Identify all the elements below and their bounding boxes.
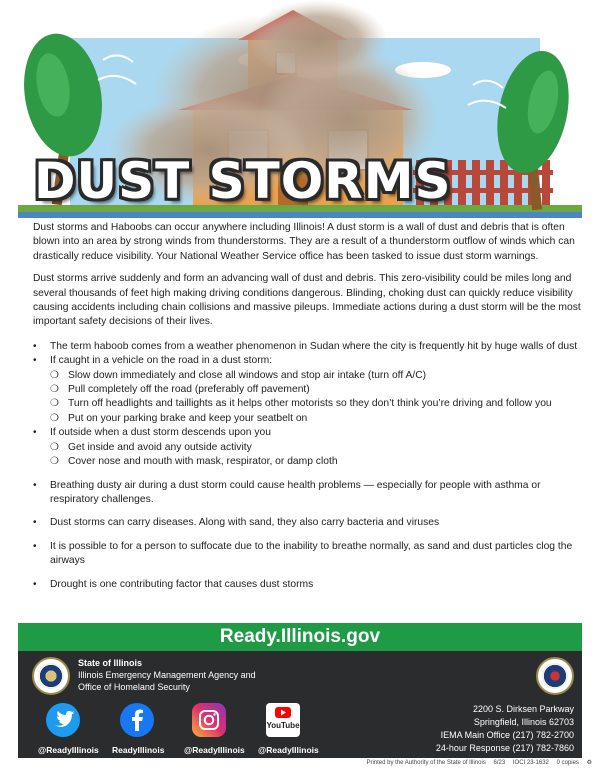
instagram-icon[interactable] xyxy=(192,703,226,737)
page-title: DUST STORMS xyxy=(34,152,452,210)
instagram-link[interactable] xyxy=(184,703,245,755)
dust-cloud xyxy=(248,0,388,80)
sub-list-item: ❍ Slow down immediately and close all windows and stop air intake (turn off A/C) xyxy=(50,369,586,383)
agency-block xyxy=(78,657,256,693)
sub-list xyxy=(50,369,586,427)
website-link[interactable]: Ready.Illinois.gov xyxy=(219,626,381,647)
intro-paragraph: Dust storms arrive suddenly and form an advancing wall of dust and debris. This zero-visibility could be miles long and several thousands of feet high making driving conditions dangerous. Blinding, choking dust can quickly reduce visibility causing accidents including chain collisions and massive pileups. Immediate actions during a dust storm will be the most important safety decisions of their lives. xyxy=(33,273,581,328)
youtube-wordmark: YouTube xyxy=(266,721,300,730)
list-item-text: Drought is one contributing factor that causes dust storms xyxy=(50,578,314,590)
address-street: 2200 S. Dirksen Parkway xyxy=(472,704,574,714)
twitter-handle[interactable]: @ReadyIllinois xyxy=(38,745,99,755)
list-item-text: It is possible to for a person to suffocate due to the inability to breathe normally, as sand and dust particles clog the airways xyxy=(50,540,573,567)
ground-strip xyxy=(18,212,582,218)
bullet-icon: • xyxy=(33,340,37,352)
list-item xyxy=(33,426,586,469)
website-banner[interactable] xyxy=(18,623,582,651)
bullet-icon: • xyxy=(33,540,37,552)
recycle-icon: ♻ xyxy=(586,760,592,766)
sub-list-item: ❍ Put on your parking brake and keep your seatbelt on xyxy=(50,412,586,426)
sub-list-item: ❍ Cover nose and mouth with mask, respirator, or damp cloth xyxy=(50,455,586,469)
list-item-text: If caught in a vehicle on the road in a dust storm: xyxy=(50,355,273,367)
safety-bullet-list xyxy=(33,340,586,592)
circle-bullet-icon: ❍ xyxy=(50,398,59,410)
facebook-icon[interactable] xyxy=(120,703,154,737)
print-authority: Printed by the Authority of the State of Illinois xyxy=(366,760,486,766)
list-item-text: If outside when a dust storm descends upon you xyxy=(50,427,271,439)
circle-bullet-icon: ❍ xyxy=(50,384,59,396)
response-phone: 24-hour Response (217) 782-7860 xyxy=(435,743,574,753)
list-item-text: Breathing dusty air during a dust storm could cause health problems — especially for people with asthma or respiratory challenges. xyxy=(50,479,541,505)
bullet-icon: • xyxy=(33,517,37,529)
list-item xyxy=(33,540,586,569)
youtube-icon[interactable] xyxy=(266,703,300,737)
bullet-icon: • xyxy=(33,427,37,439)
sub-list xyxy=(50,441,586,470)
bullet-icon: • xyxy=(33,355,37,367)
facebook-link[interactable] xyxy=(112,703,165,755)
iema-seal-icon xyxy=(536,657,574,695)
circle-bullet-icon: ❍ xyxy=(50,456,59,468)
print-ioci: IOCI 23-1632 xyxy=(512,760,549,766)
address-city: Springfield, Illinois 62703 xyxy=(473,717,574,727)
agency-name-line: Office of Homeland Security xyxy=(78,682,190,692)
print-credit xyxy=(360,759,592,766)
twitter-icon[interactable] xyxy=(46,703,80,737)
list-item xyxy=(33,516,586,530)
list-item-text: Dust storms can carry diseases. Along with sand, they also carry bacteria and viruses xyxy=(50,517,440,529)
state-name: State of Illinois xyxy=(78,658,143,668)
list-item xyxy=(33,354,586,426)
print-copies: 0 copies xyxy=(556,760,579,766)
state-seal-icon xyxy=(32,657,70,695)
list-item-text: The term haboob comes from a weather phenomenon in Sudan where the city is frequently hit by huge walls of dust xyxy=(50,340,578,352)
main-office-phone: IEMA Main Office (217) 782-2700 xyxy=(440,730,574,740)
facebook-handle[interactable]: ReadyIllinois xyxy=(112,745,165,755)
circle-bullet-icon: ❍ xyxy=(50,441,59,453)
bullet-icon: • xyxy=(33,479,37,491)
footer xyxy=(18,651,582,758)
list-item xyxy=(33,479,586,508)
contact-address xyxy=(436,703,574,755)
instagram-handle[interactable]: @ReadyIllinois xyxy=(184,745,245,755)
sub-list-item: ❍ Get inside and avoid any outside activity xyxy=(50,441,586,455)
youtube-handle[interactable]: @ReadyIllinois xyxy=(258,745,319,755)
circle-bullet-icon: ❍ xyxy=(50,412,59,424)
list-item xyxy=(33,578,586,592)
bullet-icon: • xyxy=(33,578,37,590)
hero-illustration xyxy=(18,0,582,218)
circle-bullet-icon: ❍ xyxy=(50,369,59,381)
print-date: 6/23 xyxy=(493,760,506,766)
sub-list-item: ❍ Pull completely off the road (preferably off pavement) xyxy=(50,383,586,397)
youtube-link[interactable] xyxy=(258,703,319,755)
twitter-link[interactable] xyxy=(38,703,99,755)
sub-list-item: ❍ Turn off headlights and taillights as it helps other motorists so they don’t think you’re driving and follow you xyxy=(50,397,586,411)
main-content xyxy=(33,221,586,592)
intro-paragraph: Dust storms and Haboobs can occur anywhere including Illinois! A dust storm is a wall of dust and debris that is often blown into an area by strong winds from thunderstorms. They are a result of a thunderstorm outflow of winds which can drastically reduce visibility. Your National Weather Service office has been tasked to issue dust storm warnings. xyxy=(33,222,575,262)
agency-name-line: Illinois Emergency Management Agency and xyxy=(78,670,256,680)
list-item xyxy=(33,340,586,354)
